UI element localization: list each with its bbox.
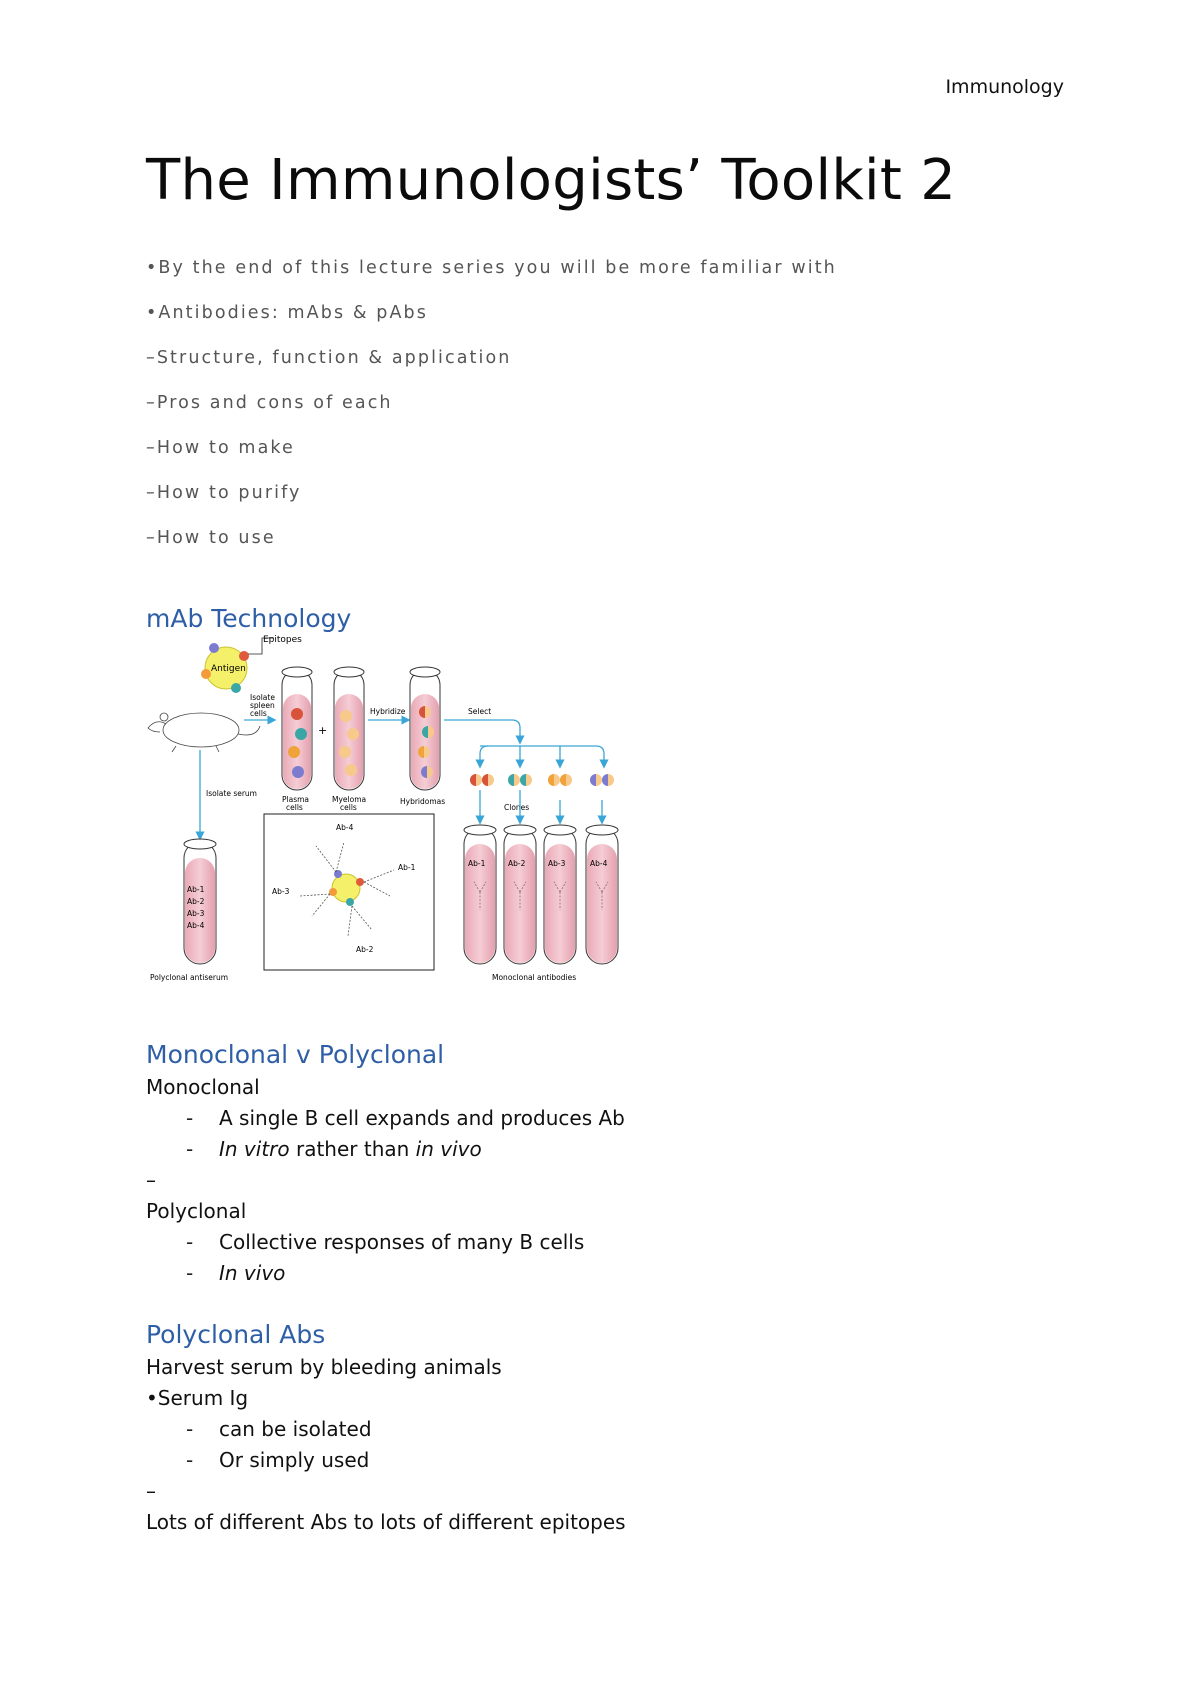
myeloma-cells-tube xyxy=(334,667,364,790)
isolate-spleen-line-3: cells xyxy=(250,709,267,718)
isolate-serum-label: Isolate serum xyxy=(206,789,257,798)
mono-v-poly-section xyxy=(146,1072,1096,1289)
mono-tube-ab-2: Ab-2 xyxy=(508,859,526,868)
epitopes-label: Epitopes xyxy=(263,635,302,645)
list-item xyxy=(146,1258,1096,1289)
intro-item: –How to make xyxy=(146,438,295,458)
clone-cells xyxy=(470,774,614,786)
dash-marker: - xyxy=(186,1137,194,1161)
monoclonal-label: Monoclonal xyxy=(146,1075,260,1099)
list-item xyxy=(146,1134,1096,1165)
hybridize-label: Hybridize xyxy=(370,707,406,716)
intro-list xyxy=(146,256,837,571)
polyclonal-abs-section xyxy=(146,1352,1096,1538)
intro-item: –How to purify xyxy=(146,483,302,503)
serum-ig-line: •Serum Ig xyxy=(146,1386,249,1410)
clones-label: Clones xyxy=(504,803,530,812)
isolate-spleen-line-2: spleen xyxy=(250,701,275,710)
inset-ab-4: Ab-4 xyxy=(336,823,354,832)
inset-ab-2: Ab-2 xyxy=(356,945,374,954)
mono-v-poly-heading: Monoclonal v Polyclonal xyxy=(146,1040,445,1069)
serum-bullet-1: can be isolated xyxy=(219,1417,372,1441)
monoclonal-antibodies-label: Monoclonal antibodies xyxy=(492,973,577,982)
myeloma-cells-label-1: Myeloma xyxy=(332,795,367,804)
poly-bullet-2: In vivo xyxy=(219,1261,286,1285)
poly-tube-ab-4: Ab-4 xyxy=(187,921,205,930)
polyclonal-abs-heading: Polyclonal Abs xyxy=(146,1320,326,1349)
dash-marker: - xyxy=(186,1261,194,1285)
isolate-spleen-line-1: Isolate xyxy=(250,693,275,702)
in-vivo-text: in vivo xyxy=(415,1137,482,1161)
inset-ab-3: Ab-3 xyxy=(272,887,290,896)
in-vitro-text: In vitro xyxy=(219,1137,290,1161)
mono-tube-ab-3: Ab-3 xyxy=(548,859,566,868)
plasma-cells-tube xyxy=(282,667,312,790)
mono-bullet-2 xyxy=(219,1134,482,1165)
dash-marker: - xyxy=(186,1417,194,1441)
dash-marker: - xyxy=(186,1106,194,1130)
poly-tube-ab-2: Ab-2 xyxy=(187,897,205,906)
antibody-binding-inset xyxy=(264,814,434,970)
monoclonal-tubes xyxy=(464,825,618,964)
harvest-serum-line: Harvest serum by bleeding animals xyxy=(146,1355,502,1379)
mono-bullet-1: A single B cell expands and produces Ab xyxy=(219,1106,625,1130)
dash-separator: – xyxy=(146,1479,156,1503)
inset-ab-1: Ab-1 xyxy=(398,863,416,872)
plasma-cells-label-1: Plasma xyxy=(282,795,310,804)
intro-item: •By the end of this lecture series you will be more familiar with xyxy=(146,258,837,278)
plasma-cells-label-2: cells xyxy=(286,803,303,812)
mab-technology-figure xyxy=(146,634,646,1004)
hybridomas-label: Hybridomas xyxy=(400,797,446,806)
intro-item: –How to use xyxy=(146,528,276,548)
polyclonal-antiserum-label: Polyclonal antiserum xyxy=(150,973,229,982)
dash-marker: - xyxy=(186,1230,194,1254)
antigen-label: Antigen xyxy=(211,664,246,674)
epitopes-summary-line: Lots of different Abs to lots of different epitopes xyxy=(146,1510,626,1534)
mab-technology-heading: mAb Technology xyxy=(146,604,352,633)
serum-bullet-2: Or simply used xyxy=(219,1448,370,1472)
list-item xyxy=(146,1227,1096,1258)
intro-item: –Pros and cons of each xyxy=(146,393,393,413)
intro-item: •Antibodies: mAbs & pAbs xyxy=(146,303,428,323)
myeloma-cells-label-2: cells xyxy=(340,803,357,812)
polyclonal-label: Polyclonal xyxy=(146,1199,247,1223)
page-header-course: Immunology xyxy=(945,76,1064,98)
rather-than-text: rather than xyxy=(289,1137,416,1161)
list-item xyxy=(146,1414,1096,1445)
mouse-icon xyxy=(148,713,260,752)
list-item xyxy=(146,1445,1096,1476)
dash-marker: - xyxy=(186,1448,194,1472)
select-label: Select xyxy=(468,707,492,716)
hybridomas-tube xyxy=(410,667,440,790)
plus-sign: + xyxy=(318,724,328,737)
intro-item: –Structure, function & application xyxy=(146,348,512,368)
poly-bullet-1: Collective responses of many B cells xyxy=(219,1230,585,1254)
dash-separator: – xyxy=(146,1168,156,1192)
mono-tube-ab-1: Ab-1 xyxy=(468,859,486,868)
poly-tube-ab-3: Ab-3 xyxy=(187,909,205,918)
page-title: The Immunologists’ Toolkit 2 xyxy=(146,148,957,213)
list-item xyxy=(146,1103,1096,1134)
mono-tube-ab-4: Ab-4 xyxy=(590,859,608,868)
poly-tube-ab-1: Ab-1 xyxy=(187,885,205,894)
